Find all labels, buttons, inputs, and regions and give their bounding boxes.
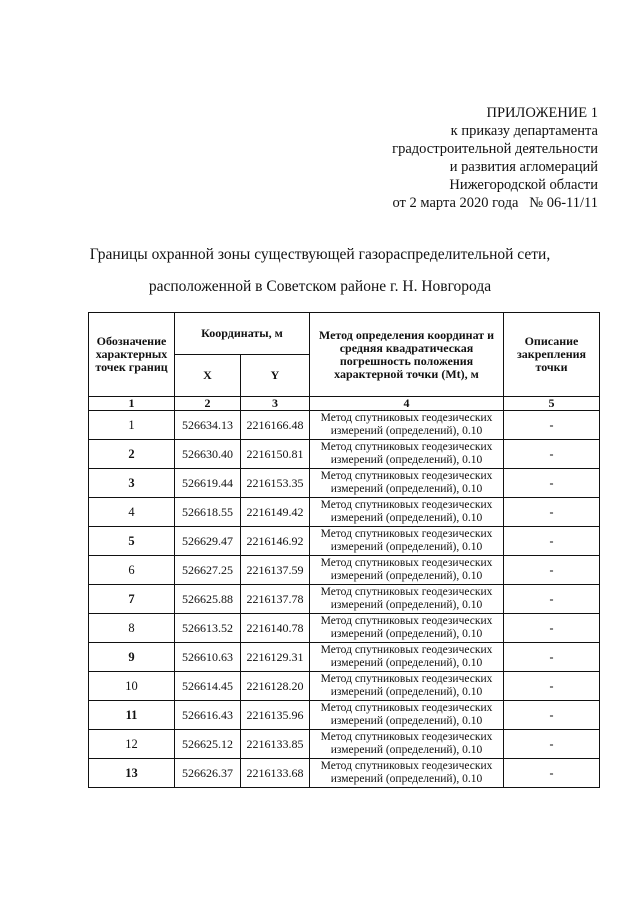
cell-point: 7	[89, 585, 175, 614]
header-coordinates: Координаты, м	[175, 313, 310, 355]
column-number: 3	[241, 397, 310, 411]
header-method: Метод определения координат и средняя квадратическая погрешность положения характерной точки (Mt), м	[310, 313, 504, 397]
cell-method: Метод спутниковых геодезических измерений (определений), 0.10	[310, 701, 504, 730]
cell-y: 2216133.68	[241, 759, 310, 788]
table-body	[89, 411, 600, 788]
cell-point: 4	[89, 498, 175, 527]
cell-y: 2216153.35	[241, 469, 310, 498]
cell-description: -	[504, 585, 600, 614]
cell-point: 6	[89, 556, 175, 585]
table-row	[89, 498, 600, 527]
table-row	[89, 759, 600, 788]
cell-point: 3	[89, 469, 175, 498]
cell-x: 526613.52	[175, 614, 241, 643]
cell-y: 2216166.48	[241, 411, 310, 440]
cell-point: 8	[89, 614, 175, 643]
boundary-points-table	[88, 312, 600, 788]
table-row	[89, 614, 600, 643]
table-header-row	[89, 313, 600, 355]
cell-x: 526634.13	[175, 411, 241, 440]
cell-x: 526626.37	[175, 759, 241, 788]
table-row	[89, 469, 600, 498]
cell-description: -	[504, 614, 600, 643]
cell-point: 9	[89, 643, 175, 672]
cell-method: Метод спутниковых геодезических измерений (определений), 0.10	[310, 527, 504, 556]
cell-description: -	[504, 701, 600, 730]
cell-x: 526619.44	[175, 469, 241, 498]
cell-method: Метод спутниковых геодезических измерений (определений), 0.10	[310, 672, 504, 701]
cell-description: -	[504, 440, 600, 469]
table-row	[89, 440, 600, 469]
header-y: Y	[241, 355, 310, 397]
cell-y: 2216146.92	[241, 527, 310, 556]
cell-y: 2216150.81	[241, 440, 310, 469]
cell-point: 10	[89, 672, 175, 701]
cell-y: 2216149.42	[241, 498, 310, 527]
cell-y: 2216140.78	[241, 614, 310, 643]
cell-point: 13	[89, 759, 175, 788]
cell-x: 526629.47	[175, 527, 241, 556]
column-number: 1	[89, 397, 175, 411]
cell-y: 2216133.85	[241, 730, 310, 759]
cell-x: 526630.40	[175, 440, 241, 469]
appendix-line: градостроительной деятельности	[392, 141, 598, 157]
cell-description: -	[504, 498, 600, 527]
appendix-block	[392, 104, 598, 212]
cell-x: 526610.63	[175, 643, 241, 672]
cell-method: Метод спутниковых геодезических измерений (определений), 0.10	[310, 759, 504, 788]
document-title	[0, 246, 640, 296]
table-row	[89, 701, 600, 730]
cell-x: 526614.45	[175, 672, 241, 701]
appendix-line: к приказу департамента	[450, 123, 598, 139]
cell-method: Метод спутниковых геодезических измерений (определений), 0.10	[310, 643, 504, 672]
table-row	[89, 411, 600, 440]
cell-point: 5	[89, 527, 175, 556]
table-row	[89, 730, 600, 759]
table-row	[89, 672, 600, 701]
cell-x: 526625.12	[175, 730, 241, 759]
appendix-order-date: от 2 марта 2020 года № 06-11/11	[392, 195, 598, 211]
cell-method: Метод спутниковых геодезических измерений (определений), 0.10	[310, 469, 504, 498]
cell-y: 2216129.31	[241, 643, 310, 672]
column-number: 5	[504, 397, 600, 411]
cell-point: 11	[89, 701, 175, 730]
appendix-heading: ПРИЛОЖЕНИЕ 1	[486, 105, 598, 121]
column-number: 2	[175, 397, 241, 411]
cell-method: Метод спутниковых геодезических измерений (определений), 0.10	[310, 730, 504, 759]
cell-method: Метод спутниковых геодезических измерений (определений), 0.10	[310, 614, 504, 643]
cell-y: 2216128.20	[241, 672, 310, 701]
appendix-line: и развития агломераций	[449, 159, 598, 175]
cell-description: -	[504, 730, 600, 759]
cell-point: 1	[89, 411, 175, 440]
cell-description: -	[504, 759, 600, 788]
cell-x: 526618.55	[175, 498, 241, 527]
cell-point: 12	[89, 730, 175, 759]
cell-method: Метод спутниковых геодезических измерений (определений), 0.10	[310, 440, 504, 469]
title-line-1: Границы охранной зоны существующей газораспределительной сети,	[89, 246, 551, 263]
cell-y: 2216137.59	[241, 556, 310, 585]
cell-description: -	[504, 643, 600, 672]
title-line-2: расположенной в Советском районе г. Н. Новгорода	[148, 278, 492, 295]
header-x: X	[175, 355, 241, 397]
column-number-row	[89, 397, 600, 411]
table-row	[89, 585, 600, 614]
cell-description: -	[504, 469, 600, 498]
cell-x: 526627.25	[175, 556, 241, 585]
cell-y: 2216135.96	[241, 701, 310, 730]
table-row	[89, 527, 600, 556]
cell-x: 526625.88	[175, 585, 241, 614]
cell-description: -	[504, 672, 600, 701]
header-description: Описание закрепления точки	[504, 313, 600, 397]
column-number: 4	[310, 397, 504, 411]
header-point: Обозначение характерных точек границ	[89, 313, 175, 397]
cell-method: Метод спутниковых геодезических измерений (определений), 0.10	[310, 498, 504, 527]
cell-x: 526616.43	[175, 701, 241, 730]
cell-y: 2216137.78	[241, 585, 310, 614]
table-row	[89, 643, 600, 672]
cell-method: Метод спутниковых геодезических измерений (определений), 0.10	[310, 411, 504, 440]
cell-point: 2	[89, 440, 175, 469]
cell-description: -	[504, 527, 600, 556]
table-row	[89, 556, 600, 585]
appendix-line: Нижегородской области	[449, 177, 598, 193]
cell-method: Метод спутниковых геодезических измерений (определений), 0.10	[310, 585, 504, 614]
cell-method: Метод спутниковых геодезических измерений (определений), 0.10	[310, 556, 504, 585]
cell-description: -	[504, 411, 600, 440]
cell-description: -	[504, 556, 600, 585]
